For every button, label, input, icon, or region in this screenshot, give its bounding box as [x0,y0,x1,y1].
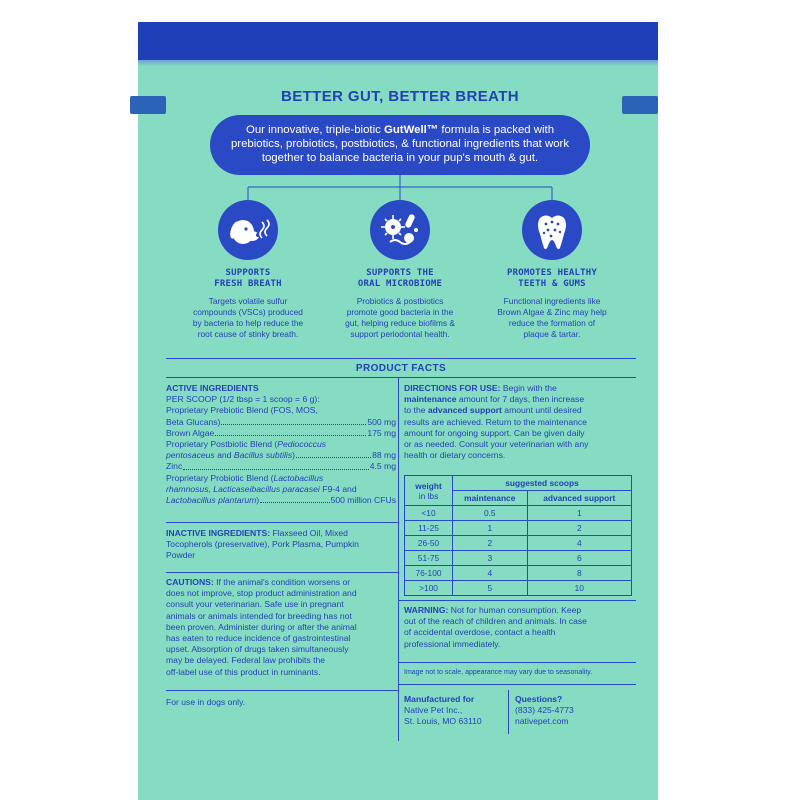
intro-line-3: together to balance bacteria in your pup's mouth & gut. [261,152,539,164]
table-row: 26-50 2 4 [405,536,632,551]
bag-top-seal [138,22,658,60]
product-facts-title: PRODUCT FACTS [355,363,447,374]
advanced-header: advanced support [527,491,631,506]
inactive-ingredients-block: INACTIVE INGREDIENTS: Flaxseed Oil, Mixed Tocopherols (preservative), Pork Plasma, Pumpkin Powder [166,528,359,561]
warning-block: WARNING: Not for human consumption. Keep out of the reach of children and animals. In case of accidental overdose, contact a health professional immediately. [404,605,587,649]
zinc-row: Zinc 4.5 mg [166,461,396,472]
cautions-block: CAUTIONS: If the animal's condition worsens or does not improve, stop product administration and consult your veterinarian. Safe use in pregnant animals or animals intended for breeding has not been proven. Administer during or after the animal has eaten to reduce incidence of gastrointestinal upset. Absorption of drugs taken simultaneously may be delayed. Federal law prohibits the off-label use of this product in ruminants. [166,577,357,677]
warning-rule [398,662,636,663]
maintenance-header: maintenance [453,491,528,506]
dogs-only-note: For use in dogs only. [166,697,246,707]
postbiotic-row: pentosaceus and Bacillus subtilis) 88 mg [166,450,396,461]
per-scoop-line: PER SCOOP (1/2 tbsp = 1 scoop = 6 g): [166,394,320,405]
facts-top-rule [166,358,636,359]
benefit-3-text: Functional ingredients like Brown Algae & Zinc may help reduce the formation of plaque & tartar. [497,296,607,339]
weight-header: weight in lbs [405,476,453,506]
table-row: 76-100 4 8 [405,566,632,581]
active-rule [166,522,398,523]
benefit-2-title: SUPPORTS THE ORAL MICROBIOME [357,268,443,289]
microbiome-icon [370,200,430,260]
cautions-rule [166,690,398,691]
headline: BETTER GUT, BETTER BREATH [280,88,520,105]
brown-algae-row: Brown Algae 175 mg [166,427,396,438]
benefit-3-title: PROMOTES HEALTHY TEETH & GUMS [507,268,597,289]
image-note: Image not to scale, appearance may vary due to seasonality. [404,669,593,676]
facts-title-rule [166,377,636,378]
benefit-1-title: SUPPORTS FRESH BREATH [214,268,282,289]
probiotic-row: Lactobacillus plantarum) 500 million CFUs [166,495,396,506]
contact-divider [508,690,509,734]
facts-column-divider [398,377,399,741]
table-bottom-rule [398,600,636,601]
tooth-icon [522,200,582,260]
intro-pill [210,115,590,175]
active-ingredients-heading: ACTIVE INGREDIENTS [166,383,259,393]
dosing-table [404,475,632,596]
prebiotic-row: Beta Glucans) 500 mg [166,416,396,427]
manufacturer-block: Manufactured for Native Pet Inc., St. Louis, MO 63110 [404,694,482,727]
website: nativepet.com [515,716,569,727]
dog-breath-icon [218,200,278,260]
table-row: 11-25 1 2 [405,521,632,536]
benefit-1-text: Targets volatile sulfur compounds (VSCs) produced by bacteria to help reduce the root cause of stinky breath. [192,296,304,339]
phone-number: (833) 425-4773 [515,705,574,716]
intro-line-1: Our innovative, triple-biotic GutWell™ formula is packed with [245,124,555,136]
table-row: >100 5 10 [405,581,632,596]
directions-block: DIRECTIONS FOR USE: Begin with the maintenance amount for 7 days, then increase to the advanced support amount until desired results are achieved. Return to the maintenance amount for ongoing support. Can be given daily or as needed. Consult your veterinarian with any health or dietary concerns. [404,383,589,461]
scoops-header: suggested scoops [453,476,632,491]
benefit-2-text: Probiotics & postbiotics promote good bacteria in the gut, helping reduce biofilms & support periodontal health. [345,296,455,339]
contact-block: Questions? (833) 425-4773 nativepet.com [515,694,574,727]
table-row: <10 0.5 1 [405,506,632,521]
note-rule [398,684,636,685]
table-row: 51-75 3 6 [405,551,632,566]
inactive-rule [166,572,398,573]
intro-line-2: prebiotics, probiotics, postbiotics, & functional ingredients that work [230,138,570,150]
active-ingredients-block: ACTIVE INGREDIENTS PER SCOOP (1/2 tbsp = 1 scoop = 6 g): Proprietary Prebiotic Blend (FOS, MOS, Beta Glucans) 500 mg Brown Algae 175 mg Proprietary Postbiotic Blend (Pediococcus pentosaceus and Bacillus subtilis) 88 mg Zinc 4.5 mg Proprietary Probiotic Blend (Lactobacillus rhamnosus, Lacticaseibacillus paracasei F9-4 and Lactobacillus plantarum) 500 million CFUs [166,383,396,506]
